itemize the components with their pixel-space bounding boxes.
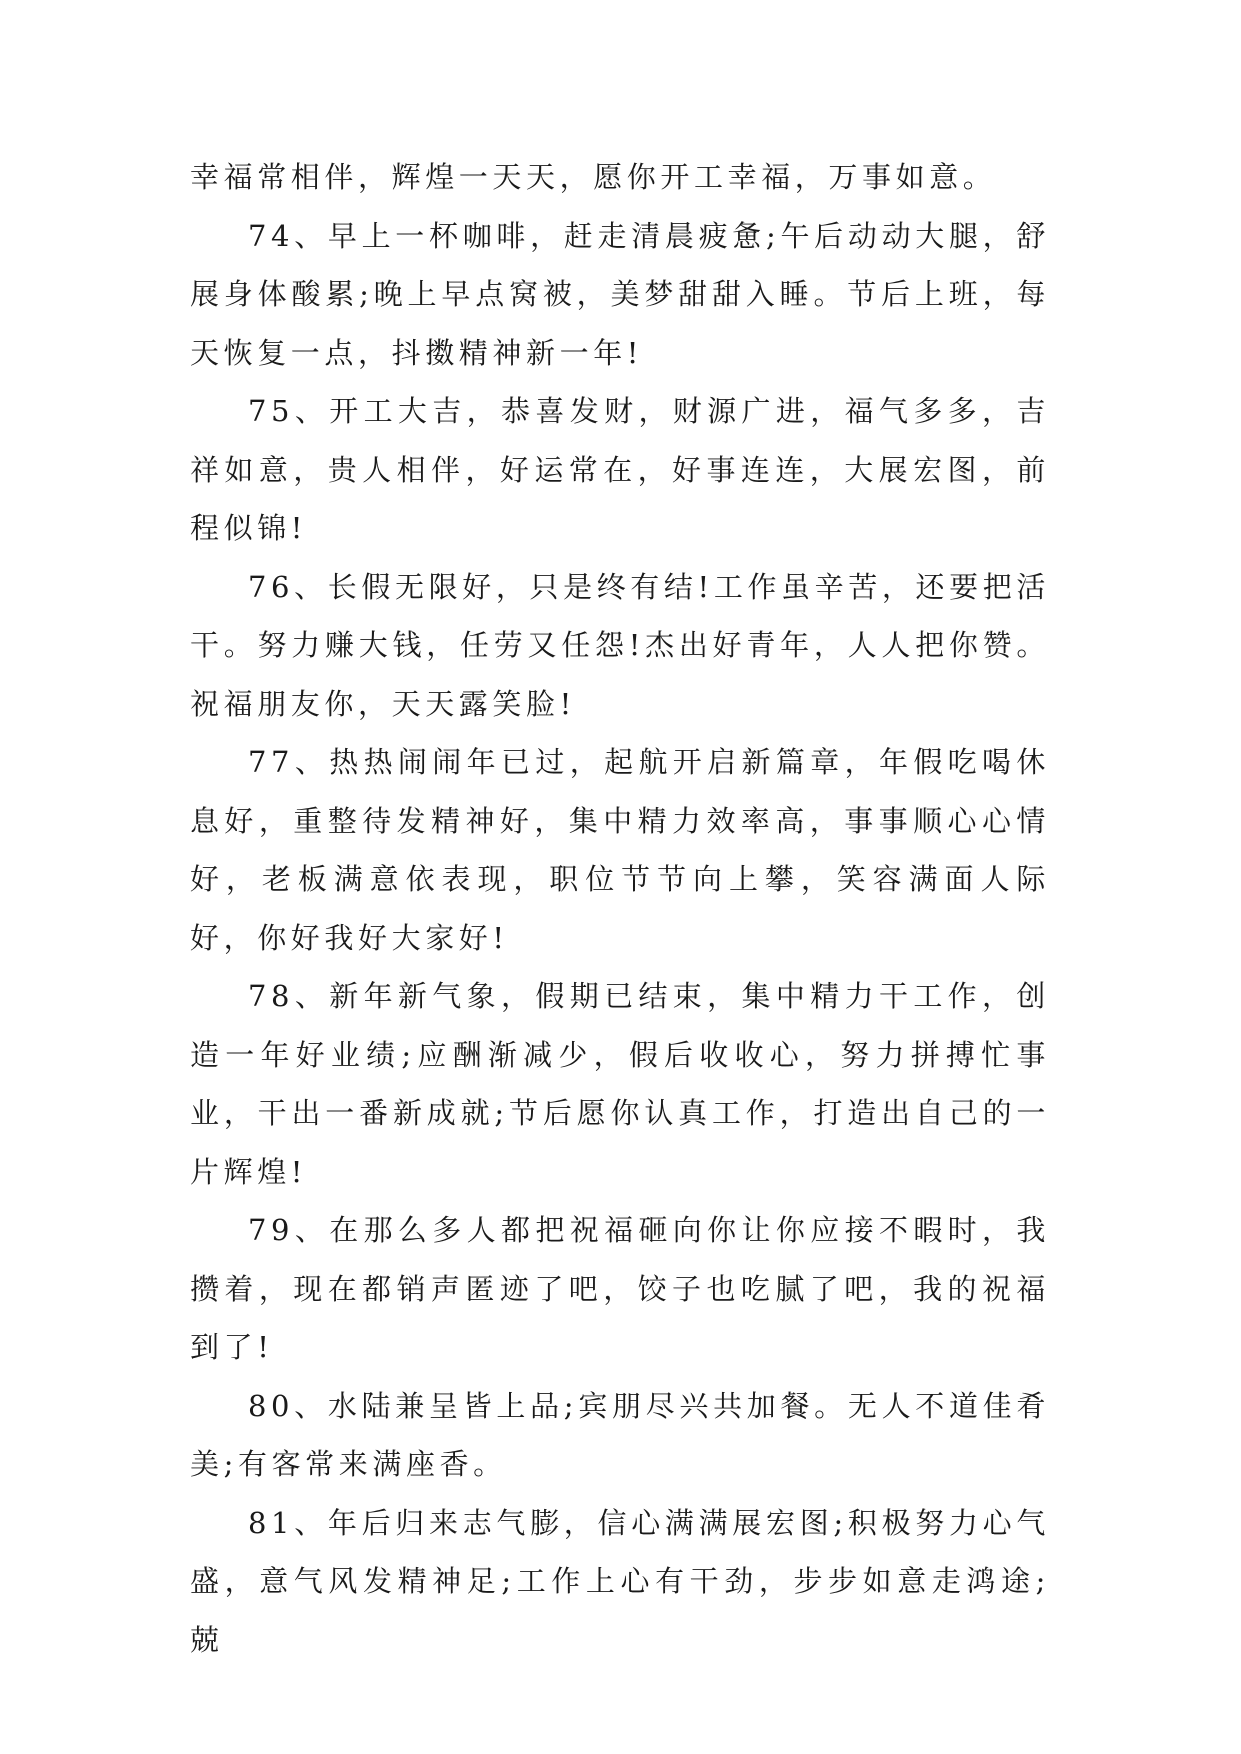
- paragraph-75: 75、开工大吉，恭喜发财，财源广进，福气多多，吉祥如意，贵人相伴，好运常在，好事连连，大展宏图，前程似锦!: [190, 394, 1050, 545]
- paragraph-79: 79、在那么多人都把祝福砸向你让你应接不暇时，我攒着，现在都销声匿迹了吧，饺子也吃腻了吧，我的祝福到了!: [190, 1213, 1050, 1364]
- paragraph-continuation: 幸福常相伴，辉煌一天天，愿你开工幸福，万事如意。: [190, 160, 997, 194]
- document-body: [190, 148, 1050, 1669]
- paragraph-76: 76、长假无限好，只是终有结!工作虽辛苦，还要把活干。努力赚大钱，任劳又任怨!杰出好青年，人人把你赞。祝福朋友你，天天露笑脸!: [190, 569, 1050, 721]
- paragraph-77: 77、热热闹闹年已过，起航开启新篇章，年假吃喝休息好，重整待发精神好，集中精力效率高，事事顺心心情好，老板满意依表现，职位节节向上攀，笑容满面人际好，你好我好大家好!: [190, 745, 1050, 955]
- paragraph-80: 80、水陆兼呈皆上品;宾朋尽兴共加餐。无人不道佳肴美;有客常来满座香。: [190, 1388, 1050, 1481]
- paragraph-78: 78、新年新气象，假期已结束，集中精力干工作，创造一年好业绩;应酬渐减少，假后收收心，努力拼搏忙事业，干出一番新成就;节后愿你认真工作，打造出自己的一片辉煌!: [190, 979, 1050, 1189]
- paragraph-74: 74、早上一杯咖啡，赶走清晨疲惫;午后动动大腿，舒展身体酸累;晚上早点窝被，美梦甜甜入睡。节后上班，每天恢复一点，抖擞精神新一年!: [190, 218, 1050, 370]
- paragraph-81: 81、年后归来志气膨，信心满满展宏图;积极努力心气盛，意气风发精神足;工作上心有干劲，步步如意走鸿途;兢: [190, 1505, 1050, 1657]
